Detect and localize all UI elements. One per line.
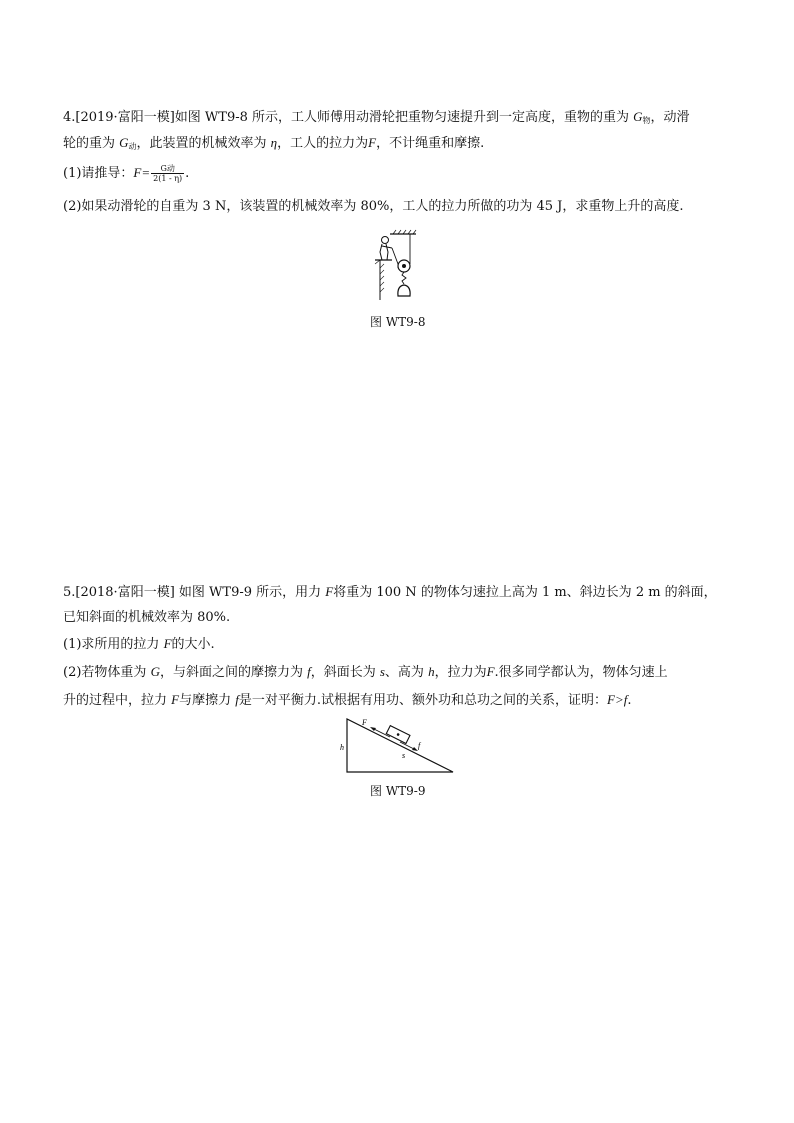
f-small-symbol: f <box>307 664 311 679</box>
q4-text: ，动滑 <box>650 110 690 125</box>
q5-line-1 <box>63 583 717 602</box>
g-symbol: G <box>119 135 129 150</box>
q4-source: [2019·富阳一模] <box>75 110 175 125</box>
q5-part1-text: 的大小. <box>171 637 215 652</box>
f-symbol: F <box>163 636 172 651</box>
q5-part3-text: 与摩擦力 <box>179 693 236 708</box>
q4-number: 4. <box>63 110 76 125</box>
f-small-symbol: f <box>235 692 239 707</box>
q5-text: 如图 WT9-9 所示，用力 <box>174 585 326 600</box>
q5-part3-text: 是一对平衡力.试根据有用功、额外功和总功之间的关系，证明： <box>238 693 607 708</box>
q4-part-1 <box>63 164 189 183</box>
q5-part2-text: .很多同学都认为，物体匀速上 <box>494 665 668 680</box>
formula-numerator: G动 <box>151 164 184 174</box>
q4-text: 如图 WT9-8 所示，工人师傅用动滑轮把重物匀速提升到一定高度，重物的重为 <box>174 110 634 125</box>
q5-part1-text: (1)求所用的拉力 <box>63 637 164 652</box>
s-symbol: s <box>379 664 385 679</box>
q5-part2-text: (2)若物体重为 <box>63 665 151 680</box>
q5-part-2 <box>63 663 668 682</box>
q4-line-1 <box>63 108 690 130</box>
q5-number: 5. <box>63 585 76 600</box>
q4-text: 轮的重为 <box>63 136 120 151</box>
f-symbol: F <box>486 664 495 679</box>
formula-denominator: 2(1 - η) <box>153 174 183 183</box>
pulley-figure <box>370 230 420 305</box>
label-F: F <box>362 718 367 727</box>
f-symbol: F <box>325 584 334 599</box>
q5-part2-text: ，拉力为 <box>434 665 487 680</box>
incline-figure <box>340 715 456 775</box>
q4-text: ，工人的拉力为 <box>277 136 369 151</box>
label-s: s <box>402 751 406 760</box>
q4-line-2 <box>63 134 484 156</box>
q5-part3-text: . <box>627 693 632 708</box>
g-symbol: G <box>150 664 160 679</box>
formula-fraction <box>151 164 184 183</box>
g-symbol: G <box>633 109 643 124</box>
q4-part-2: (2)如果动滑轮的自重为 3 N，该装置的机械效率为 80%，工人的拉力所做的功为 45 J，求重物上升的高度. <box>63 199 684 214</box>
q5-part3-text: 升的过程中，拉力 <box>63 693 172 708</box>
f-symbol: F <box>171 692 180 707</box>
q4-text: ，此装置的机械效率为 <box>136 136 271 151</box>
formula-end: . <box>185 166 190 181</box>
eta-symbol: η <box>270 135 278 150</box>
q4-part1-label: (1)请推导： <box>63 166 134 181</box>
q5-part2-text: 、高为 <box>384 665 429 680</box>
g-subscript-object: 物 <box>642 116 651 125</box>
q5-line-2: 已知斜面的机械效率为 80%. <box>63 610 231 625</box>
h-symbol: h <box>428 664 435 679</box>
label-h: h <box>340 743 344 752</box>
q5-part2-text: ，与斜面之间的摩擦力为 <box>159 665 308 680</box>
q5-source: [2018·富阳一模] <box>75 585 175 600</box>
proof-inequality: F>f <box>607 692 628 707</box>
q5-text: 将重为 100 N 的物体匀速拉上高为 1 m、斜边长为 2 m 的斜面， <box>333 585 717 600</box>
q5-part2-text: ，斜面长为 <box>310 665 380 680</box>
q4-text: ，不计绳重和摩擦. <box>376 136 485 151</box>
figure-caption-wt9-9: 图 WT9-9 <box>370 784 426 798</box>
g-subscript-pulley: 动 <box>128 142 137 151</box>
q5-part-1 <box>63 635 215 654</box>
q5-part-3 <box>63 691 631 710</box>
figure-caption-wt9-8: 图 WT9-8 <box>370 315 426 329</box>
f-symbol: F <box>368 135 377 150</box>
label-f: f <box>418 741 421 750</box>
formula-lhs: F= <box>133 165 151 180</box>
